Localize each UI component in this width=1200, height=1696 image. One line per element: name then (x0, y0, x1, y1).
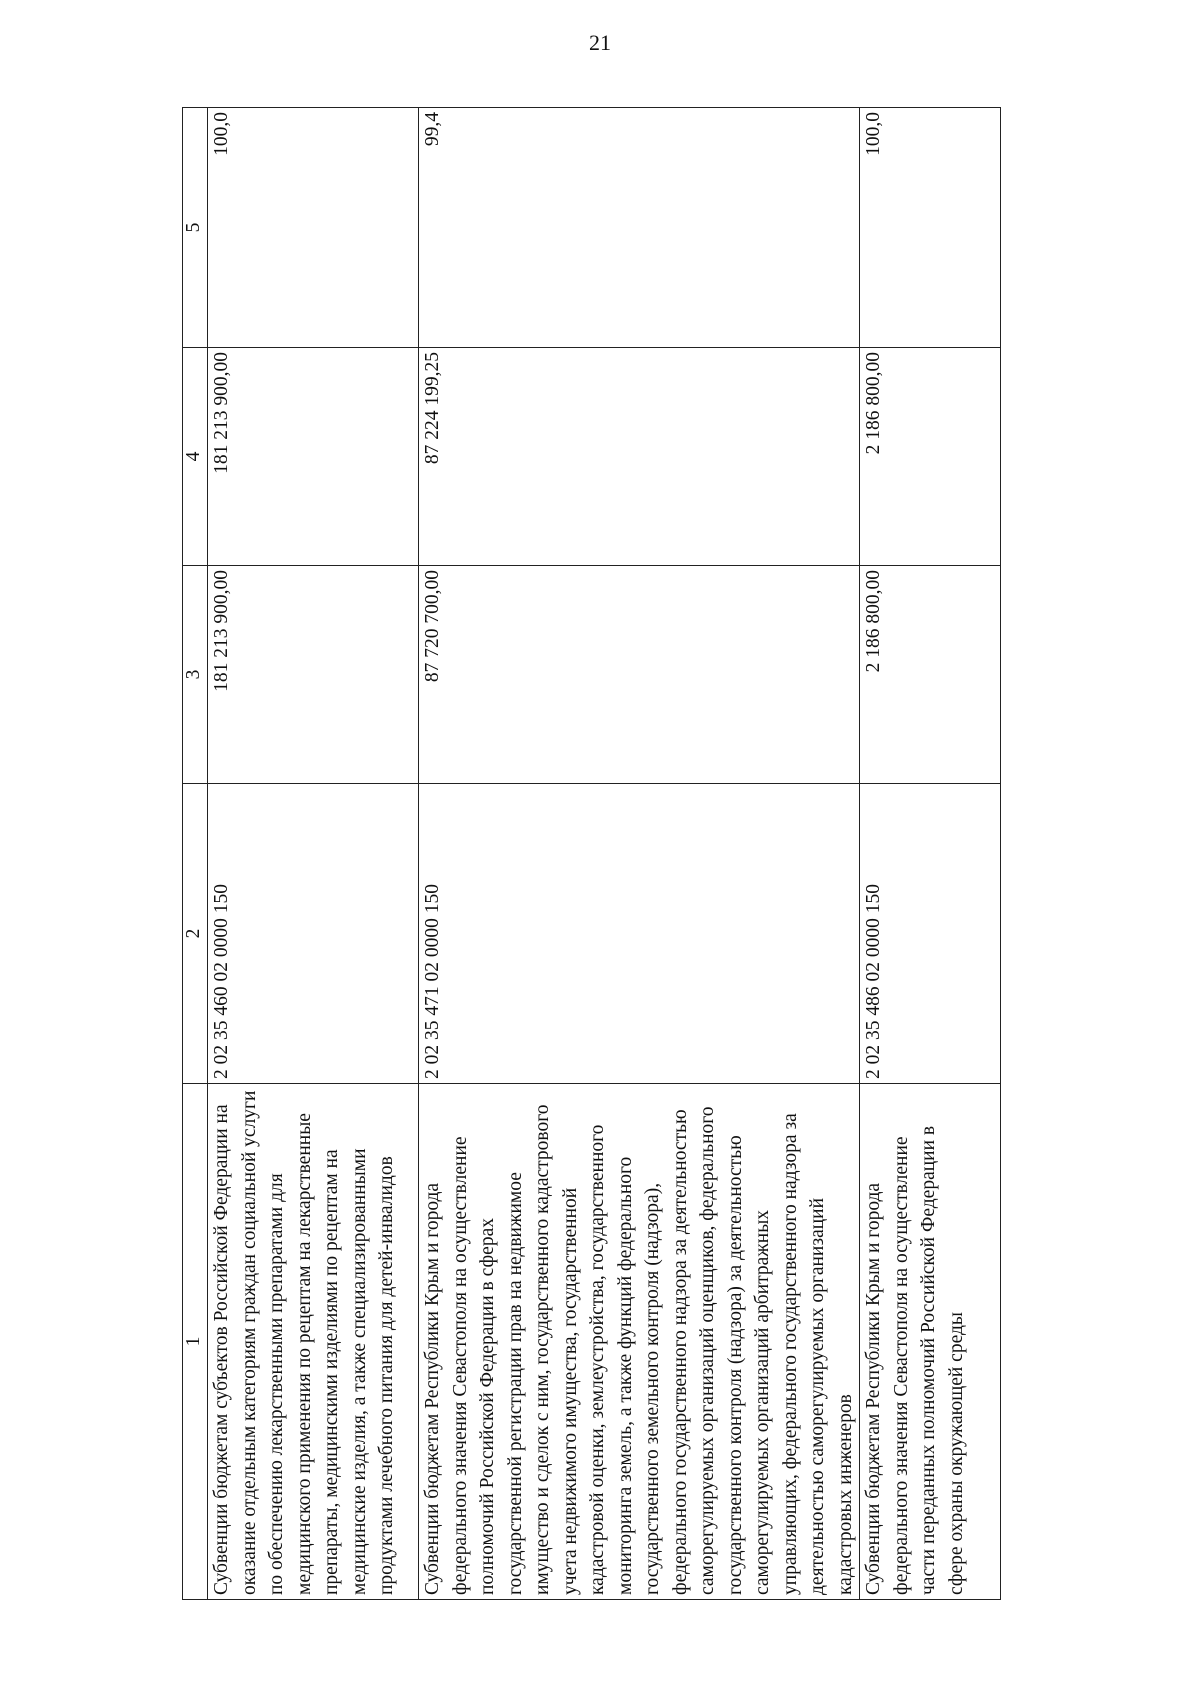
row-value4-cell: 2 186 800,00 (860, 348, 1001, 566)
row-name-cell: Субвенции бюджетам Республики Крым и города федерального значения Севастополя на осуществление части переданных полномочий Российской Федерации в сфере охраны окружающей среды (860, 1084, 1001, 1600)
column-header-5: 5 (183, 108, 208, 348)
row-code-cell: 2 02 35 486 02 0000 150 (860, 784, 1001, 1084)
data-table (182, 107, 1001, 1600)
column-header-2: 2 (183, 784, 208, 1084)
row-percent-cell: 100,0 (208, 108, 419, 348)
row-name-cell: Субвенции бюджетам субъектов Российской Федерации на оказание отдельным категориям граждан социальной услуги по обеспечению лекарственными препаратами для медицинского применения по рецептам на лекарственные препараты, медицинскими изделиями по рецептам на медицинские изделия, а также специализированными продуктами лечебного питания для детей-инвалидов (208, 1084, 419, 1600)
page-number: 21 (589, 30, 611, 55)
row-name-cell: Субвенции бюджетам Республики Крым и города федерального значения Севастополя на осуществление полномочий Российской Федерации в сферах государственной регистрации прав на недвижимое имущество и сделок с ним, государственного кадастрового учета недвижимого имущества, государственной кадастровой оценки, землеустройства, государственного мониторинга земель, а также функций федерального государственного земельного контроля (надзора), федерального государственного надзора за деятельностью саморегулируемых организаций оценщиков, федерального государственного контроля (надзора) за деятельностью саморегулируемых организаций арбитражных управляющих, федерального государственного надзора за деятельностью саморегулируемых организаций кадастровых инженеров (419, 1084, 860, 1600)
row-code-cell: 2 02 35 471 02 0000 150 (419, 784, 860, 1084)
table-row (419, 108, 860, 1600)
table-row (208, 108, 419, 1600)
row-code-cell: 2 02 35 460 02 0000 150 (208, 784, 419, 1084)
row-value3-cell: 2 186 800,00 (860, 566, 1001, 784)
row-value3-cell: 181 213 900,00 (208, 566, 419, 784)
header-row (183, 108, 208, 1600)
row-value4-cell: 181 213 900,00 (208, 348, 419, 566)
table-container (182, 108, 992, 1600)
row-percent-cell: 99,4 (419, 108, 860, 348)
row-value3-cell: 87 720 700,00 (419, 566, 860, 784)
column-header-4: 4 (183, 348, 208, 566)
table-row (860, 108, 1001, 1600)
column-header-1: 1 (183, 1084, 208, 1600)
row-value4-cell: 87 224 199,25 (419, 348, 860, 566)
column-header-3: 3 (183, 566, 208, 784)
row-percent-cell: 100,0 (860, 108, 1001, 348)
